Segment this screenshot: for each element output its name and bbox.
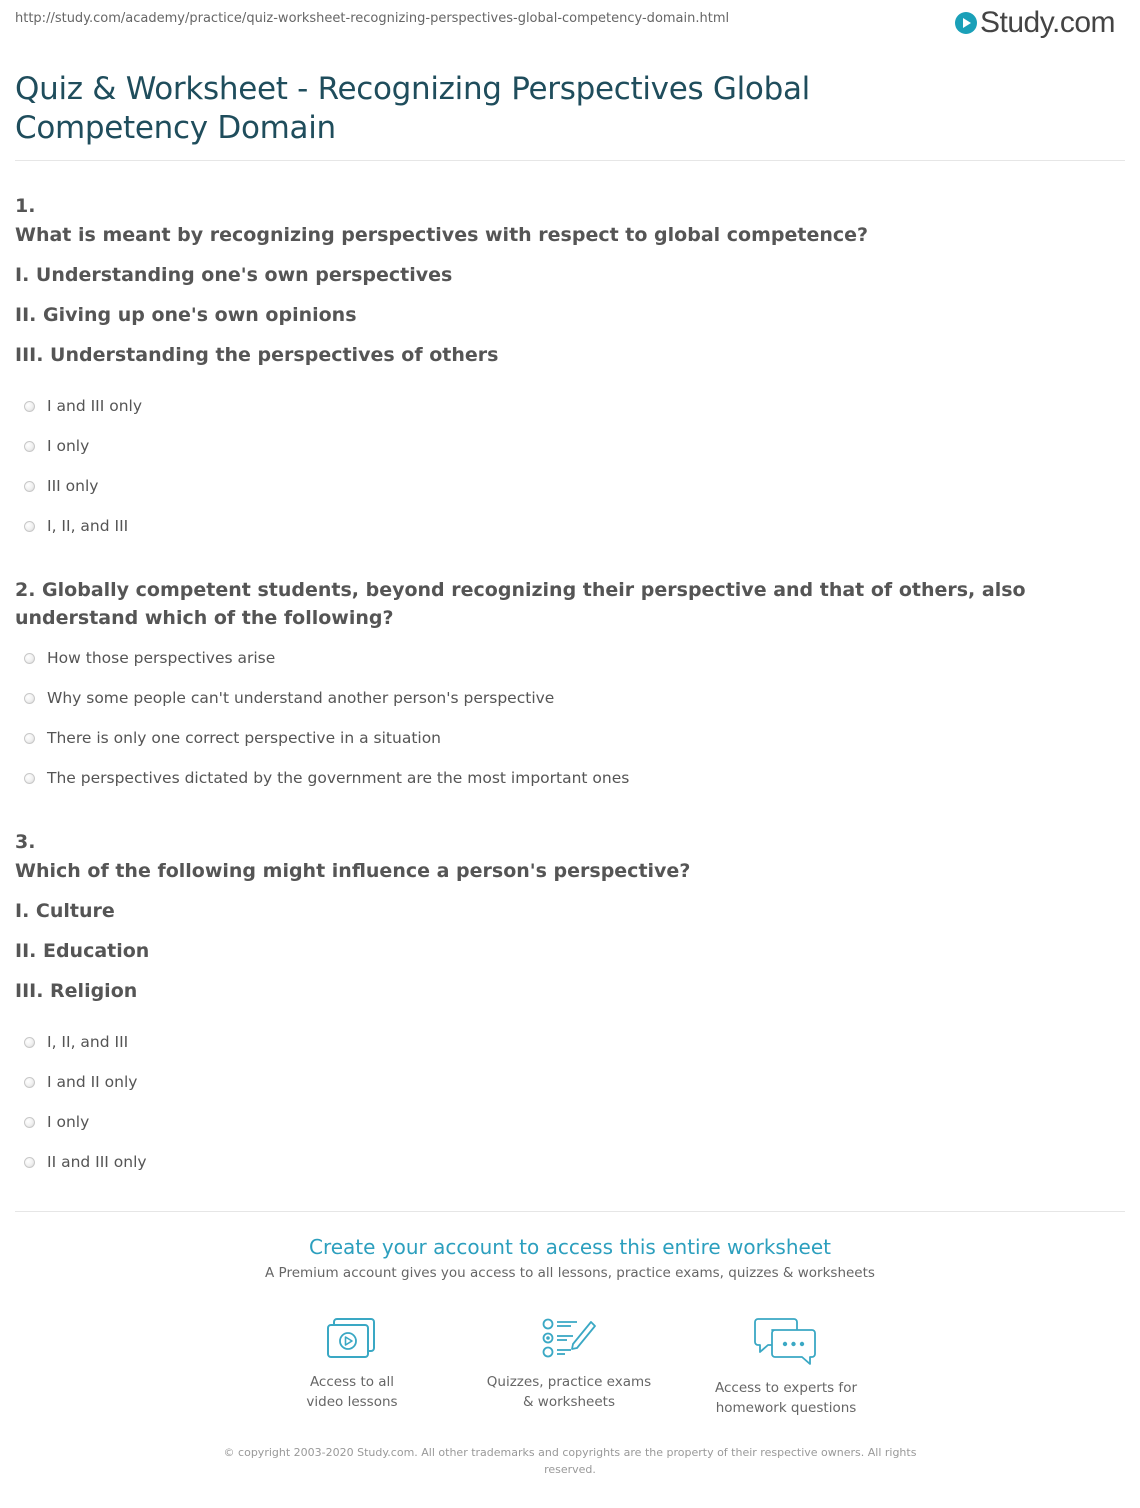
option-label: Why some people can't understand another person's perspective: [47, 689, 555, 707]
question-1-statement: III. Understanding the perspectives of others: [15, 344, 499, 366]
feature-label: & worksheets: [522, 1394, 615, 1410]
question-3-option[interactable]: [24, 1073, 137, 1091]
option-label: II and III only: [47, 1153, 147, 1171]
option-label: How those perspectives arise: [47, 649, 276, 667]
question-3-statement: I. Culture: [15, 900, 115, 922]
question-3-option[interactable]: [24, 1153, 147, 1171]
question-3-statement: III. Religion: [15, 980, 138, 1002]
study-logo[interactable]: [955, 6, 1115, 40]
question-2-option[interactable]: [24, 689, 554, 707]
option-label: I, II, and III: [47, 517, 129, 535]
quiz-checklist-icon: [541, 1316, 597, 1360]
title-divider: [15, 160, 1125, 161]
question-1-option[interactable]: [24, 517, 128, 535]
option-label: I only: [47, 1113, 90, 1131]
question-2-option[interactable]: [24, 649, 275, 667]
feature-label: homework questions: [715, 1400, 857, 1416]
question-1-number: 1.: [15, 195, 36, 217]
page-title: Quiz & Worksheet - Recognizing Perspectives Global Competency Domain: [15, 71, 810, 146]
radio-button[interactable]: [24, 401, 35, 412]
option-label: There is only one correct perspective in a situation: [47, 729, 442, 747]
question-2-text: 2. Globally competent students, beyond recognizing their perspective and that of others, also understand which of the following?: [15, 579, 1026, 629]
chat-experts-icon: [754, 1316, 818, 1366]
radio-button[interactable]: [24, 1037, 35, 1048]
question-1-statement: II. Giving up one's own opinions: [15, 304, 357, 326]
option-label: The perspectives dictated by the government are the most important ones: [47, 769, 630, 787]
option-label: I, II, and III: [47, 1033, 129, 1051]
play-circle-icon: [955, 12, 977, 34]
question-1-text: What is meant by recognizing perspectives with respect to global competence?: [15, 224, 869, 246]
feature-label: Access to experts for: [714, 1380, 857, 1396]
cta-divider: [15, 1211, 1125, 1212]
radio-button[interactable]: [24, 481, 35, 492]
question-3-option[interactable]: [24, 1033, 128, 1051]
question-1-option[interactable]: [24, 397, 142, 415]
cta-title[interactable]: Create your account to access this entire worksheet: [309, 1235, 831, 1259]
question-3-statement: II. Education: [15, 940, 150, 962]
feature-label: video lessons: [306, 1394, 398, 1410]
feature-quizzes: [469, 1316, 669, 1412]
question-1-statement: I. Understanding one's own perspectives: [15, 264, 453, 286]
question-3-option[interactable]: [24, 1113, 89, 1131]
radio-button[interactable]: [24, 1117, 35, 1128]
feature-video-lessons: [252, 1316, 452, 1412]
question-3-text: Which of the following might influence a person's perspective?: [15, 860, 691, 882]
radio-button[interactable]: [24, 441, 35, 452]
radio-button[interactable]: [24, 773, 35, 784]
radio-button[interactable]: [24, 693, 35, 704]
logo-text: Study.com: [980, 6, 1115, 39]
feature-experts: [686, 1316, 886, 1418]
radio-button[interactable]: [24, 521, 35, 532]
copyright-footer: © copyright 2003-2020 Study.com. All other trademarks and copyrights are the property of their respective owners. All rights reserved.: [223, 1446, 917, 1476]
video-lesson-icon: [326, 1316, 378, 1360]
radio-button[interactable]: [24, 1157, 35, 1168]
question-2-option[interactable]: [24, 769, 629, 787]
radio-button[interactable]: [24, 653, 35, 664]
option-label: I only: [47, 437, 90, 455]
cta-subtitle: A Premium account gives you access to all lessons, practice exams, quizzes & worksheets: [265, 1265, 875, 1281]
radio-button[interactable]: [24, 733, 35, 744]
page-url: http://study.com/academy/practice/quiz-worksheet-recognizing-perspectives-global-competency-domain.html: [15, 11, 730, 26]
option-label: I and II only: [47, 1073, 138, 1091]
option-label: I and III only: [47, 397, 143, 415]
question-1-option[interactable]: [24, 437, 89, 455]
question-2-option[interactable]: [24, 729, 441, 747]
feature-label: Quizzes, practice exams: [486, 1374, 652, 1390]
option-label: III only: [47, 477, 99, 495]
feature-label: Access to all: [309, 1374, 395, 1390]
radio-button[interactable]: [24, 1077, 35, 1088]
question-1-option[interactable]: [24, 477, 98, 495]
question-3-number: 3.: [15, 831, 36, 853]
